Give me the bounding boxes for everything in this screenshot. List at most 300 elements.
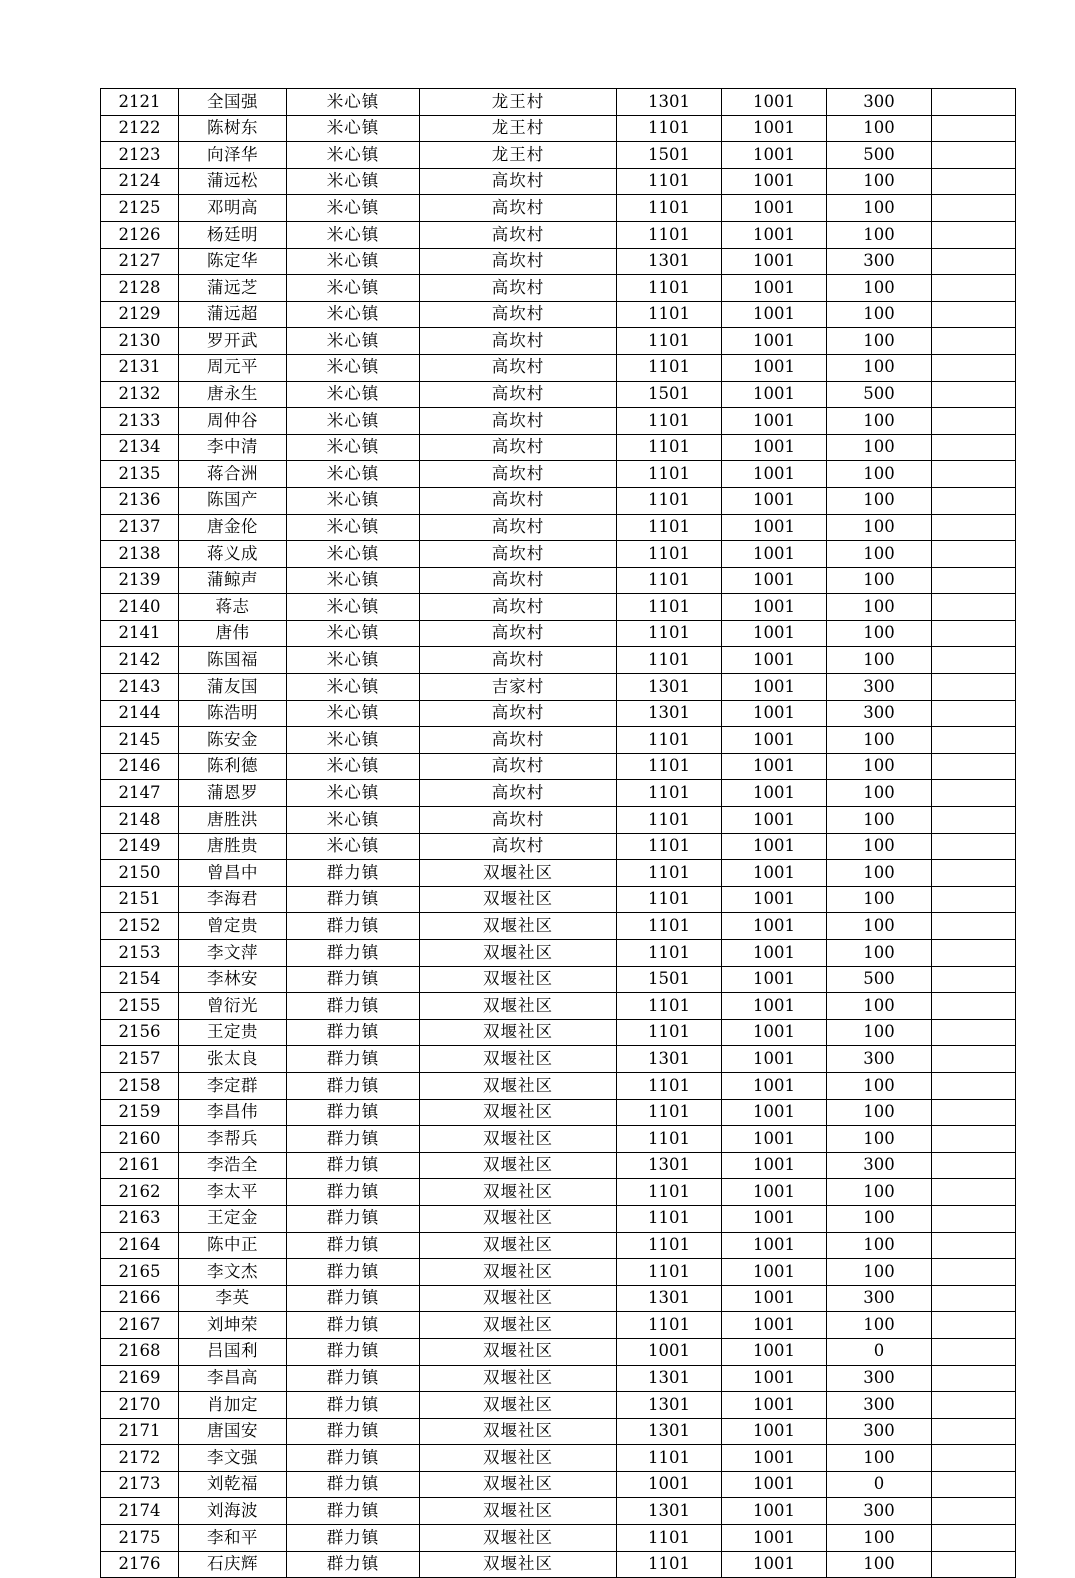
row-blank bbox=[932, 1072, 1016, 1099]
row-index: 2124 bbox=[101, 168, 179, 195]
row-amount-a: 1101 bbox=[617, 461, 722, 488]
row-amount-c: 100 bbox=[827, 1259, 932, 1286]
row-amount-a: 1101 bbox=[617, 195, 722, 222]
table-row bbox=[101, 142, 1016, 169]
row-amount-a: 1301 bbox=[617, 1365, 722, 1392]
row-name: 王定贵 bbox=[179, 1019, 287, 1046]
row-amount-a: 1501 bbox=[617, 966, 722, 993]
row-amount-b: 1001 bbox=[722, 1179, 827, 1206]
row-amount-a: 1101 bbox=[617, 1525, 722, 1552]
row-town: 米心镇 bbox=[287, 487, 420, 514]
row-town: 群力镇 bbox=[287, 1072, 420, 1099]
row-amount-a: 1101 bbox=[617, 1232, 722, 1259]
row-name: 李英 bbox=[179, 1285, 287, 1312]
row-amount-b: 1001 bbox=[722, 115, 827, 142]
row-name: 吕国利 bbox=[179, 1338, 287, 1365]
table-row bbox=[101, 860, 1016, 887]
table-row bbox=[101, 221, 1016, 248]
row-blank bbox=[932, 275, 1016, 302]
row-town: 米心镇 bbox=[287, 833, 420, 860]
row-amount-b: 1001 bbox=[722, 1392, 827, 1419]
row-town: 群力镇 bbox=[287, 1285, 420, 1312]
row-town: 群力镇 bbox=[287, 1471, 420, 1498]
table-row bbox=[101, 328, 1016, 355]
table-row bbox=[101, 275, 1016, 302]
row-amount-b: 1001 bbox=[722, 328, 827, 355]
table-row bbox=[101, 514, 1016, 541]
table-row bbox=[101, 381, 1016, 408]
row-name: 李定群 bbox=[179, 1072, 287, 1099]
row-amount-c: 100 bbox=[827, 940, 932, 967]
row-amount-a: 1101 bbox=[617, 1259, 722, 1286]
row-town: 群力镇 bbox=[287, 1205, 420, 1232]
row-index: 2139 bbox=[101, 567, 179, 594]
row-index: 2150 bbox=[101, 860, 179, 887]
row-town: 群力镇 bbox=[287, 1445, 420, 1472]
row-amount-b: 1001 bbox=[722, 700, 827, 727]
row-village: 龙王村 bbox=[420, 89, 617, 116]
row-blank bbox=[932, 1392, 1016, 1419]
row-blank bbox=[932, 966, 1016, 993]
row-town: 米心镇 bbox=[287, 142, 420, 169]
row-town: 米心镇 bbox=[287, 541, 420, 568]
row-amount-a: 1101 bbox=[617, 940, 722, 967]
row-amount-a: 1301 bbox=[617, 700, 722, 727]
row-amount-b: 1001 bbox=[722, 1046, 827, 1073]
row-name: 陈中正 bbox=[179, 1232, 287, 1259]
row-amount-b: 1001 bbox=[722, 221, 827, 248]
row-blank bbox=[932, 647, 1016, 674]
row-amount-b: 1001 bbox=[722, 647, 827, 674]
row-amount-c: 100 bbox=[827, 1445, 932, 1472]
row-amount-a: 1101 bbox=[617, 833, 722, 860]
row-amount-b: 1001 bbox=[722, 833, 827, 860]
table-row bbox=[101, 993, 1016, 1020]
table-row bbox=[101, 541, 1016, 568]
row-index: 2175 bbox=[101, 1525, 179, 1552]
row-name: 李文杰 bbox=[179, 1259, 287, 1286]
row-amount-c: 100 bbox=[827, 354, 932, 381]
row-index: 2153 bbox=[101, 940, 179, 967]
row-amount-c: 100 bbox=[827, 993, 932, 1020]
row-amount-b: 1001 bbox=[722, 195, 827, 222]
table-row bbox=[101, 647, 1016, 674]
row-amount-b: 1001 bbox=[722, 993, 827, 1020]
row-name: 陈定华 bbox=[179, 248, 287, 275]
row-name: 曾衍光 bbox=[179, 993, 287, 1020]
row-amount-b: 1001 bbox=[722, 886, 827, 913]
row-amount-b: 1001 bbox=[722, 753, 827, 780]
row-index: 2173 bbox=[101, 1471, 179, 1498]
row-amount-b: 1001 bbox=[722, 913, 827, 940]
row-village: 双堰社区 bbox=[420, 1338, 617, 1365]
table-row bbox=[101, 727, 1016, 754]
row-amount-b: 1001 bbox=[722, 1365, 827, 1392]
row-name: 曾定贵 bbox=[179, 913, 287, 940]
row-index: 2165 bbox=[101, 1259, 179, 1286]
row-blank bbox=[932, 1338, 1016, 1365]
row-village: 高坎村 bbox=[420, 780, 617, 807]
row-name: 刘坤荣 bbox=[179, 1312, 287, 1339]
row-blank bbox=[932, 221, 1016, 248]
row-amount-a: 1101 bbox=[617, 886, 722, 913]
row-amount-b: 1001 bbox=[722, 1312, 827, 1339]
row-index: 2126 bbox=[101, 221, 179, 248]
row-name: 刘乾福 bbox=[179, 1471, 287, 1498]
table-row bbox=[101, 115, 1016, 142]
row-amount-c: 100 bbox=[827, 1232, 932, 1259]
row-village: 双堰社区 bbox=[420, 913, 617, 940]
row-amount-c: 300 bbox=[827, 1418, 932, 1445]
table-row bbox=[101, 807, 1016, 834]
row-amount-a: 1101 bbox=[617, 434, 722, 461]
row-amount-c: 100 bbox=[827, 807, 932, 834]
row-amount-c: 100 bbox=[827, 301, 932, 328]
row-village: 双堰社区 bbox=[420, 1445, 617, 1472]
row-blank bbox=[932, 381, 1016, 408]
row-amount-c: 300 bbox=[827, 1392, 932, 1419]
row-name: 李和平 bbox=[179, 1525, 287, 1552]
row-name: 陈浩明 bbox=[179, 700, 287, 727]
row-village: 双堰社区 bbox=[420, 1072, 617, 1099]
row-amount-b: 1001 bbox=[722, 1338, 827, 1365]
row-amount-c: 300 bbox=[827, 1046, 932, 1073]
table-row bbox=[101, 700, 1016, 727]
row-name: 唐伟 bbox=[179, 620, 287, 647]
row-village: 双堰社区 bbox=[420, 940, 617, 967]
row-amount-b: 1001 bbox=[722, 301, 827, 328]
row-village: 高坎村 bbox=[420, 541, 617, 568]
row-amount-a: 1101 bbox=[617, 753, 722, 780]
row-town: 米心镇 bbox=[287, 647, 420, 674]
row-village: 双堰社区 bbox=[420, 860, 617, 887]
row-amount-c: 100 bbox=[827, 514, 932, 541]
row-amount-c: 100 bbox=[827, 1205, 932, 1232]
row-amount-b: 1001 bbox=[722, 1072, 827, 1099]
row-index: 2168 bbox=[101, 1338, 179, 1365]
row-town: 群力镇 bbox=[287, 1418, 420, 1445]
row-amount-a: 1101 bbox=[617, 594, 722, 621]
row-name: 唐永生 bbox=[179, 381, 287, 408]
row-amount-b: 1001 bbox=[722, 1232, 827, 1259]
row-blank bbox=[932, 408, 1016, 435]
row-amount-b: 1001 bbox=[722, 1498, 827, 1525]
row-name: 李昌伟 bbox=[179, 1099, 287, 1126]
row-town: 群力镇 bbox=[287, 1525, 420, 1552]
row-amount-a: 1301 bbox=[617, 1418, 722, 1445]
row-blank bbox=[932, 195, 1016, 222]
row-blank bbox=[932, 753, 1016, 780]
row-town: 群力镇 bbox=[287, 993, 420, 1020]
row-town: 米心镇 bbox=[287, 434, 420, 461]
table-body bbox=[101, 89, 1016, 1578]
row-index: 2174 bbox=[101, 1498, 179, 1525]
row-blank bbox=[932, 1525, 1016, 1552]
row-amount-b: 1001 bbox=[722, 594, 827, 621]
row-index: 2133 bbox=[101, 408, 179, 435]
row-village: 双堰社区 bbox=[420, 1259, 617, 1286]
row-town: 米心镇 bbox=[287, 354, 420, 381]
row-blank bbox=[932, 115, 1016, 142]
table-row bbox=[101, 620, 1016, 647]
row-blank bbox=[932, 1498, 1016, 1525]
row-amount-b: 1001 bbox=[722, 1259, 827, 1286]
row-index: 2145 bbox=[101, 727, 179, 754]
row-name: 蒲鲸声 bbox=[179, 567, 287, 594]
row-amount-a: 1101 bbox=[617, 1126, 722, 1153]
row-village: 双堰社区 bbox=[420, 1312, 617, 1339]
row-index: 2146 bbox=[101, 753, 179, 780]
row-village: 双堰社区 bbox=[420, 1019, 617, 1046]
row-amount-c: 100 bbox=[827, 195, 932, 222]
row-town: 米心镇 bbox=[287, 567, 420, 594]
row-blank bbox=[932, 620, 1016, 647]
row-amount-b: 1001 bbox=[722, 807, 827, 834]
row-index: 2137 bbox=[101, 514, 179, 541]
table-row bbox=[101, 1392, 1016, 1419]
table-row bbox=[101, 168, 1016, 195]
row-blank bbox=[932, 434, 1016, 461]
row-name: 周仲谷 bbox=[179, 408, 287, 435]
row-blank bbox=[932, 1126, 1016, 1153]
row-blank bbox=[932, 168, 1016, 195]
row-index: 2157 bbox=[101, 1046, 179, 1073]
row-town: 群力镇 bbox=[287, 1099, 420, 1126]
table-row bbox=[101, 434, 1016, 461]
row-town: 群力镇 bbox=[287, 1551, 420, 1578]
row-blank bbox=[932, 1259, 1016, 1286]
row-town: 群力镇 bbox=[287, 1232, 420, 1259]
table-row bbox=[101, 567, 1016, 594]
row-town: 米心镇 bbox=[287, 275, 420, 302]
row-name: 张太良 bbox=[179, 1046, 287, 1073]
row-name: 陈国福 bbox=[179, 647, 287, 674]
row-index: 2136 bbox=[101, 487, 179, 514]
table-row bbox=[101, 89, 1016, 116]
row-name: 唐国安 bbox=[179, 1418, 287, 1445]
row-amount-a: 1301 bbox=[617, 674, 722, 701]
row-village: 高坎村 bbox=[420, 195, 617, 222]
row-amount-b: 1001 bbox=[722, 1019, 827, 1046]
row-name: 蒲远芝 bbox=[179, 275, 287, 302]
row-index: 2151 bbox=[101, 886, 179, 913]
row-town: 群力镇 bbox=[287, 1365, 420, 1392]
row-amount-c: 500 bbox=[827, 966, 932, 993]
row-name: 李帮兵 bbox=[179, 1126, 287, 1153]
table-row bbox=[101, 248, 1016, 275]
row-blank bbox=[932, 1471, 1016, 1498]
row-amount-c: 300 bbox=[827, 89, 932, 116]
row-index: 2172 bbox=[101, 1445, 179, 1472]
row-village: 双堰社区 bbox=[420, 1285, 617, 1312]
row-amount-a: 1501 bbox=[617, 142, 722, 169]
row-village: 高坎村 bbox=[420, 647, 617, 674]
row-amount-a: 1101 bbox=[617, 1019, 722, 1046]
row-amount-a: 1101 bbox=[617, 620, 722, 647]
row-amount-b: 1001 bbox=[722, 541, 827, 568]
row-index: 2140 bbox=[101, 594, 179, 621]
row-amount-a: 1101 bbox=[617, 1099, 722, 1126]
table-row bbox=[101, 1418, 1016, 1445]
row-town: 米心镇 bbox=[287, 221, 420, 248]
table-row bbox=[101, 1285, 1016, 1312]
row-blank bbox=[932, 940, 1016, 967]
row-village: 双堰社区 bbox=[420, 1205, 617, 1232]
row-blank bbox=[932, 833, 1016, 860]
row-name: 周元平 bbox=[179, 354, 287, 381]
table-row bbox=[101, 1179, 1016, 1206]
row-amount-b: 1001 bbox=[722, 408, 827, 435]
row-name: 李林安 bbox=[179, 966, 287, 993]
row-blank bbox=[932, 487, 1016, 514]
row-blank bbox=[932, 514, 1016, 541]
row-blank bbox=[932, 354, 1016, 381]
row-amount-c: 100 bbox=[827, 727, 932, 754]
row-amount-b: 1001 bbox=[722, 1418, 827, 1445]
row-blank bbox=[932, 1179, 1016, 1206]
row-index: 2156 bbox=[101, 1019, 179, 1046]
row-town: 米心镇 bbox=[287, 248, 420, 275]
row-amount-a: 1101 bbox=[617, 301, 722, 328]
row-amount-c: 100 bbox=[827, 753, 932, 780]
row-index: 2125 bbox=[101, 195, 179, 222]
row-index: 2171 bbox=[101, 1418, 179, 1445]
row-village: 高坎村 bbox=[420, 807, 617, 834]
row-village: 双堰社区 bbox=[420, 1418, 617, 1445]
row-amount-c: 300 bbox=[827, 674, 932, 701]
row-amount-c: 100 bbox=[827, 221, 932, 248]
row-blank bbox=[932, 1365, 1016, 1392]
row-amount-c: 0 bbox=[827, 1338, 932, 1365]
table-row bbox=[101, 674, 1016, 701]
row-amount-a: 1301 bbox=[617, 1392, 722, 1419]
table-row bbox=[101, 780, 1016, 807]
row-village: 双堰社区 bbox=[420, 886, 617, 913]
row-village: 双堰社区 bbox=[420, 1152, 617, 1179]
row-index: 2131 bbox=[101, 354, 179, 381]
row-name: 罗开武 bbox=[179, 328, 287, 355]
row-town: 群力镇 bbox=[287, 860, 420, 887]
row-amount-c: 100 bbox=[827, 461, 932, 488]
row-village: 高坎村 bbox=[420, 301, 617, 328]
row-village: 双堰社区 bbox=[420, 1392, 617, 1419]
row-village: 高坎村 bbox=[420, 700, 617, 727]
row-amount-a: 1101 bbox=[617, 408, 722, 435]
row-amount-c: 100 bbox=[827, 1099, 932, 1126]
row-amount-a: 1101 bbox=[617, 354, 722, 381]
row-village: 高坎村 bbox=[420, 514, 617, 541]
row-name: 陈安金 bbox=[179, 727, 287, 754]
row-town: 米心镇 bbox=[287, 594, 420, 621]
row-amount-b: 1001 bbox=[722, 1099, 827, 1126]
row-town: 群力镇 bbox=[287, 1152, 420, 1179]
row-town: 群力镇 bbox=[287, 1179, 420, 1206]
table-row bbox=[101, 1338, 1016, 1365]
row-amount-b: 1001 bbox=[722, 89, 827, 116]
row-index: 2147 bbox=[101, 780, 179, 807]
row-amount-c: 100 bbox=[827, 780, 932, 807]
row-amount-c: 0 bbox=[827, 1471, 932, 1498]
row-blank bbox=[932, 89, 1016, 116]
row-name: 蒲友国 bbox=[179, 674, 287, 701]
row-name: 蒋志 bbox=[179, 594, 287, 621]
row-amount-a: 1101 bbox=[617, 913, 722, 940]
table-row bbox=[101, 1126, 1016, 1153]
row-blank bbox=[932, 1046, 1016, 1073]
row-village: 双堰社区 bbox=[420, 993, 617, 1020]
row-index: 2132 bbox=[101, 381, 179, 408]
row-name: 蒋义成 bbox=[179, 541, 287, 568]
row-amount-b: 1001 bbox=[722, 381, 827, 408]
row-town: 群力镇 bbox=[287, 1126, 420, 1153]
row-blank bbox=[932, 860, 1016, 887]
row-name: 李海君 bbox=[179, 886, 287, 913]
row-amount-c: 100 bbox=[827, 408, 932, 435]
row-amount-b: 1001 bbox=[722, 1285, 827, 1312]
row-town: 米心镇 bbox=[287, 328, 420, 355]
row-amount-c: 100 bbox=[827, 913, 932, 940]
row-amount-a: 1101 bbox=[617, 780, 722, 807]
row-amount-b: 1001 bbox=[722, 142, 827, 169]
row-blank bbox=[932, 993, 1016, 1020]
row-village: 双堰社区 bbox=[420, 1126, 617, 1153]
row-blank bbox=[932, 727, 1016, 754]
row-town: 米心镇 bbox=[287, 780, 420, 807]
row-amount-a: 1101 bbox=[617, 807, 722, 834]
row-village: 双堰社区 bbox=[420, 1525, 617, 1552]
row-index: 2166 bbox=[101, 1285, 179, 1312]
row-amount-b: 1001 bbox=[722, 966, 827, 993]
table-row bbox=[101, 1099, 1016, 1126]
row-index: 2141 bbox=[101, 620, 179, 647]
row-amount-b: 1001 bbox=[722, 248, 827, 275]
row-village: 双堰社区 bbox=[420, 1365, 617, 1392]
row-amount-a: 1101 bbox=[617, 567, 722, 594]
row-village: 高坎村 bbox=[420, 408, 617, 435]
table-row bbox=[101, 594, 1016, 621]
row-town: 群力镇 bbox=[287, 1259, 420, 1286]
row-blank bbox=[932, 1418, 1016, 1445]
row-blank bbox=[932, 567, 1016, 594]
row-village: 双堰社区 bbox=[420, 1551, 617, 1578]
row-village: 高坎村 bbox=[420, 594, 617, 621]
row-town: 米心镇 bbox=[287, 753, 420, 780]
table-row bbox=[101, 1205, 1016, 1232]
row-amount-a: 1101 bbox=[617, 168, 722, 195]
row-name: 蒲远松 bbox=[179, 168, 287, 195]
row-amount-c: 100 bbox=[827, 328, 932, 355]
row-name: 蒲恩罗 bbox=[179, 780, 287, 807]
table-row bbox=[101, 913, 1016, 940]
row-village: 高坎村 bbox=[420, 567, 617, 594]
row-amount-a: 1301 bbox=[617, 248, 722, 275]
table-row bbox=[101, 195, 1016, 222]
row-index: 2142 bbox=[101, 647, 179, 674]
row-town: 群力镇 bbox=[287, 1498, 420, 1525]
row-blank bbox=[932, 1019, 1016, 1046]
row-index: 2154 bbox=[101, 966, 179, 993]
row-amount-b: 1001 bbox=[722, 1205, 827, 1232]
row-amount-b: 1001 bbox=[722, 461, 827, 488]
row-town: 米心镇 bbox=[287, 195, 420, 222]
table-row bbox=[101, 1046, 1016, 1073]
row-amount-a: 1101 bbox=[617, 221, 722, 248]
row-name: 李文萍 bbox=[179, 940, 287, 967]
row-blank bbox=[932, 1232, 1016, 1259]
row-index: 2128 bbox=[101, 275, 179, 302]
row-name: 陈树东 bbox=[179, 115, 287, 142]
row-index: 2148 bbox=[101, 807, 179, 834]
